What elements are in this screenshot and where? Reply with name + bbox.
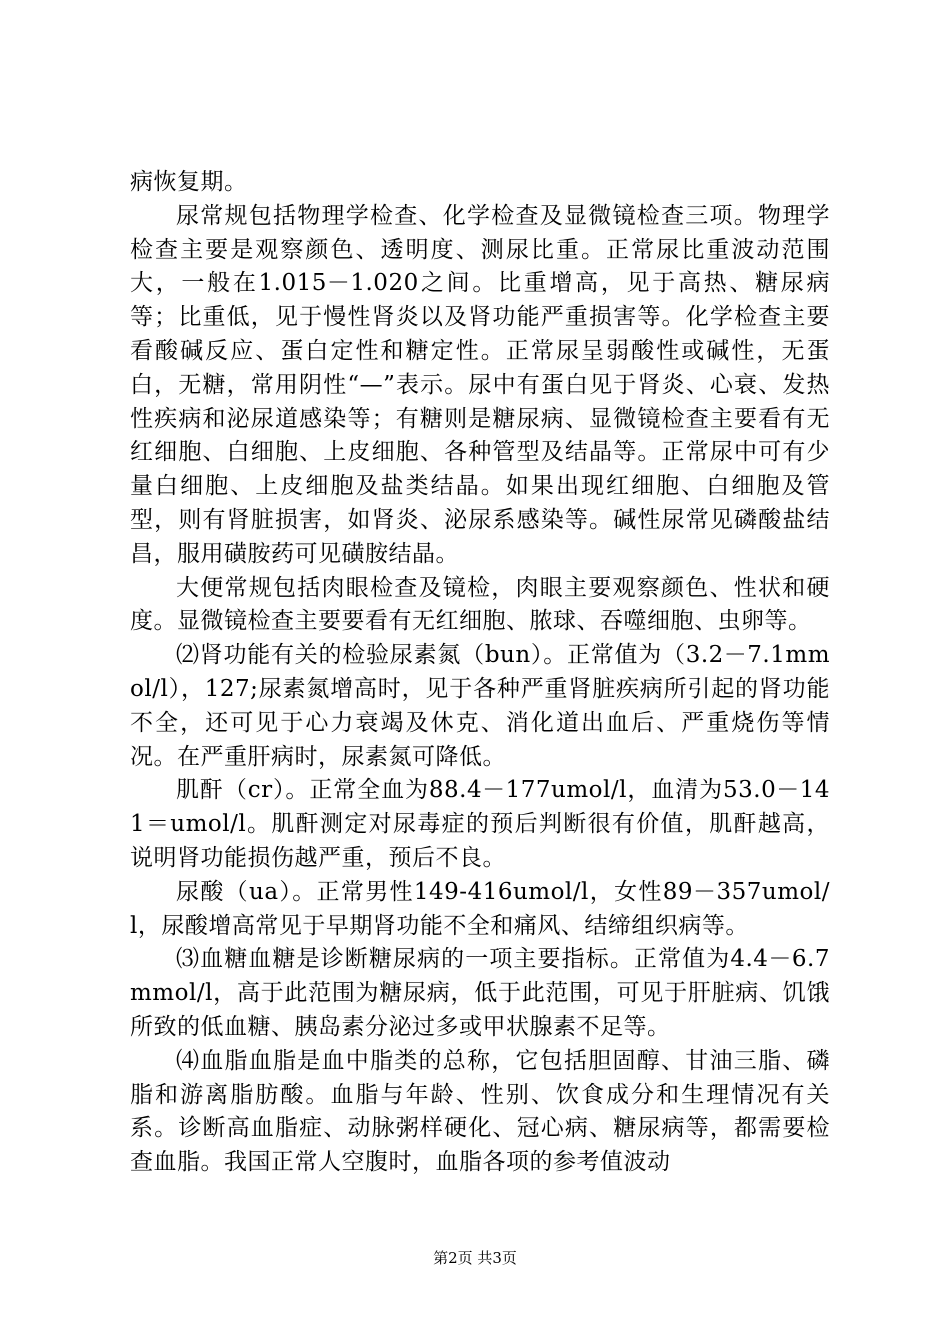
paragraph-uric-acid: 尿酸（ua）。正常男性149-416umol/l，女性89－357umol/l，尿酸增高常见于早期肾功能不全和痛风、结缔组织病等。	[130, 878, 830, 939]
paragraph-kidney-function-bun: ⑵肾功能有关的检验尿素氮（bun）。正常值为（3.2－7.1mmol/l），127;尿素氮增高时，见于各种严重肾脏疾病所引起的肾功能不全，还可见于心力衰竭及休克、消化道出血后、严重烧伤等情况。在严重肝病时，尿素氮可降低。	[130, 642, 830, 770]
paragraph-urine-routine: 尿常规包括物理学检查、化学检查及显微镜检查三项。物理学检查主要是观察颜色、透明度、测尿比重。正常尿比重波动范围大，一般在1.015－1.020之间。比重增高，见于高热、糖尿病等；比重低，见于慢性肾炎以及肾功能严重损害等。化学检查主要看酸碱反应、蛋白定性和糖定性。正常尿呈弱酸性或碱性，无蛋白，无糖，常用阴性“—”表示。尿中有蛋白见于肾炎、心衰、发热性疾病和泌尿道感染等；有糖则是糖尿病、显微镜检查主要看有无红细胞、白细胞、上皮细胞、各种管型及结晶等。正常尿中可有少量白细胞、上皮细胞及盐类结晶。如果出现红细胞、白细胞及管型，则有肾脏损害，如肾炎、泌尿系感染等。碱性尿常见磷酸盐结昌，服用磺胺药可见磺胺结晶。	[130, 202, 830, 567]
paragraph-blood-glucose: ⑶血糖血糖是诊断糖尿病的一项主要指标。正常值为4.4－6.7mmol/l，高于此范围为糖尿病，低于此范围，可见于肝脏病、饥饿所致的低血糖、胰岛素分泌过多或甲状腺素不足等。	[130, 946, 830, 1040]
paragraph-blood-lipids: ⑷血脂血脂是血中脂类的总称，它包括胆固醇、甘油三脂、磷脂和游离脂肪酸。血脂与年龄、性别、饮食成分和生理情况有关系。诊断高血脂症、动脉粥样硬化、冠心病、糖尿病等，都需要检查血脂。我国正常人空腹时，血脂各项的参考值波动	[130, 1047, 830, 1176]
paragraph-continuation: 病恢复期。	[130, 169, 248, 195]
page-footer	[0, 1248, 950, 1268]
page-number-label: 第2页 共3页	[433, 1249, 517, 1267]
document-body	[130, 166, 830, 1180]
paragraph-creatinine: 肌酐（cr）。正常全血为88.4－177umol/l，血清为53.0－141＝umol/l。肌酐测定对尿毒症的预后判断很有价值，肌酐越高，说明肾功能损伤越严重，预后不良。	[130, 777, 830, 871]
paragraph-stool-routine: 大便常规包括肉眼检查及镜检，肉眼主要观察颜色、性状和硬度。显微镜检查主要要看有无红细胞、脓球、吞噬细胞、虫卵等。	[130, 574, 830, 635]
